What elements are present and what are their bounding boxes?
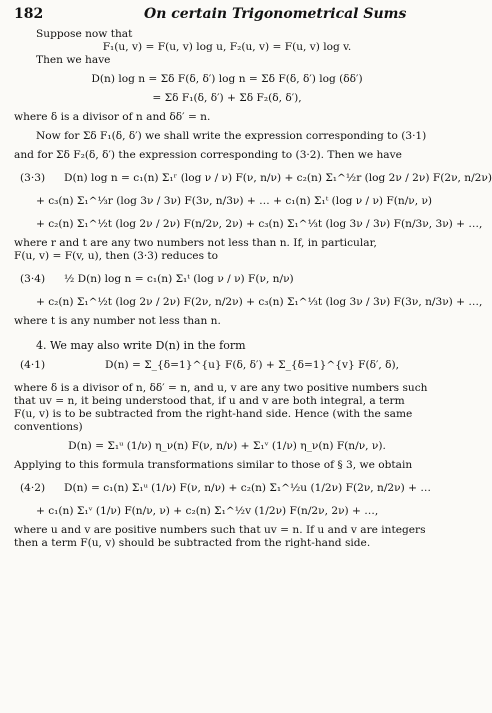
- equation-number: (3·4): [20, 273, 46, 285]
- equation-line: + c₃(n) Σ₁^⅓r (log 3ν / 3ν) F(3ν, n/3ν) + … + c₁(n) Σ₁ᵗ (log ν / ν) F(n/ν, ν): [36, 195, 433, 207]
- equation-number: (3·3): [20, 172, 46, 184]
- text-line: Suppose now that: [36, 28, 133, 40]
- text-line: where u and v are positive numbers such that uv = n. If u and v are integers: [14, 524, 426, 536]
- text-line: where t is any number not less than n.: [14, 315, 221, 327]
- equation-3-3: [14, 172, 492, 185]
- text-line: F(u, v) is to be subtracted from the right-hand side. Hence (with the same: [14, 408, 413, 420]
- page-header: [14, 6, 440, 28]
- text-line: and for Σδ F₂(δ, δ′) the expression corresponding to (3·2). Then we have: [14, 149, 402, 161]
- text-line: that uv = n, it being understood that, if u and v are both integral, a term: [14, 395, 405, 407]
- text-line: where r and t are any two numbers not less than n. If, in particular,: [14, 237, 377, 249]
- equation-3-4: [14, 273, 440, 286]
- display-equation: F₁(u, v) = F(u, v) log u, F₂(u, v) = F(u, v) log v.: [102, 41, 352, 53]
- equation-4-1: [14, 359, 440, 372]
- display-equation: D(n) = Σ₁ᵘ (1/ν) η_ν(n) F(ν, n/ν) + Σ₁ᵛ (1/ν) η_ν(n) F(n/ν, ν).: [68, 440, 386, 452]
- text-line: Then we have: [36, 54, 111, 66]
- equation-line: D(n) = c₁(n) Σ₁ᵘ (1/ν) F(ν, n/ν) + c₂(n) Σ₁^½u (1/2ν) F(2ν, n/2ν) + …: [64, 482, 431, 494]
- text-line: where δ is a divisor of n and δδ′ = n.: [14, 111, 211, 123]
- text-line: then a term F(u, v) should be subtracted from the right-hand side.: [14, 537, 371, 549]
- text-line: Applying to this formula transformations similar to those of § 3, we obtain: [14, 459, 413, 471]
- equation-line: + c₁(n) Σ₁ᵛ (1/ν) F(n/ν, ν) + c₂(n) Σ₁^½v (1/2ν) F(n/2ν, 2ν) + …,: [36, 505, 379, 517]
- equation-line: D(n) log n = c₁(n) Σ₁ʳ (log ν / ν) F(ν, n/ν) + c₂(n) Σ₁^½r (log 2ν / 2ν) F(2ν, n/2ν): [64, 172, 492, 184]
- display-equation: = Σδ F₁(δ, δ′) + Σδ F₂(δ, δ′),: [152, 92, 302, 104]
- equation-line: D(n) = Σ_{δ=1}^{u} F(δ, δ′) + Σ_{δ=1}^{v} F(δ′, δ),: [105, 359, 399, 371]
- equation-4-2: [14, 482, 440, 495]
- text-line: Now for Σδ F₁(δ, δ′) we shall write the expression corresponding to (3·1): [36, 130, 427, 142]
- text-line: where δ is a divisor of n, δδ′ = n, and u, v are any two positive numbers such: [14, 382, 428, 394]
- display-equation: D(n) log n = Σδ F(δ, δ′) log n = Σδ F(δ, δ′) log (δδ′): [91, 73, 363, 85]
- equation-line: + c₂(n) Σ₁^½t (log 2ν / 2ν) F(2ν, n/2ν) + c₃(n) Σ₁^⅓t (log 3ν / 3ν) F(3ν, n/3ν) + …,: [36, 296, 483, 308]
- section-heading-4: 4. We may also write D(n) in the form: [36, 339, 246, 352]
- text-line: conventions): [14, 421, 83, 433]
- equation-line: ½ D(n) log n = c₁(n) Σ₁ᵗ (log ν / ν) F(ν, n/ν): [64, 273, 294, 285]
- page-number: 182: [14, 6, 44, 22]
- equation-line: + c₂(n) Σ₁^½t (log 2ν / 2ν) F(n/2ν, 2ν) + c₃(n) Σ₁^⅓t (log 3ν / 3ν) F(n/3ν, 3ν) + …,: [36, 218, 483, 230]
- text-line: F(u, v) = F(v, u), then (3·3) reduces to: [14, 250, 219, 262]
- running-title: On certain Trigonometrical Sums: [144, 6, 407, 22]
- equation-number: (4·2): [20, 482, 46, 494]
- equation-number: (4·1): [20, 359, 46, 371]
